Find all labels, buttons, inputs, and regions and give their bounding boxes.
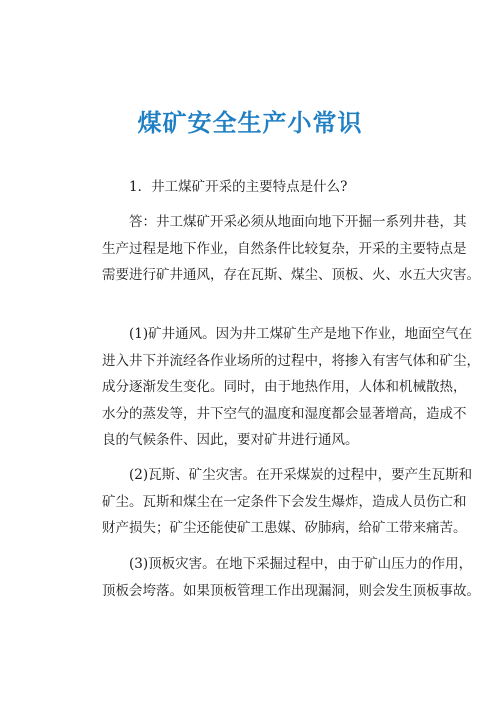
section-line: (3)顶板灾害。在地下采掘过程中，由于矿山压力的作用， bbox=[129, 556, 473, 572]
section-line: 成分逐渐发生变化。同时，由于地热作用，人体和机械散热， bbox=[102, 379, 467, 395]
answer-line: 答：井工煤矿开采必须从地面向地下开掘一系列井巷，其 bbox=[129, 214, 467, 230]
section-line: 顶板会垮落。如果顶板管理工作出现漏洞，则会发生顶板事故。 bbox=[102, 582, 480, 599]
answer-line: 需要进行矿井通风，存在瓦斯、煤尘、顶板、火、水五大灾害。 bbox=[102, 267, 480, 283]
question-text: 1．井工煤矿开采的主要特点是什么? bbox=[129, 179, 348, 195]
section-line: 水分的蒸发等，井下空气的温度和湿度都会显著增高，造成不 bbox=[102, 405, 467, 422]
section-line: 良的气候条件、因此，要对矿井进行通风。 bbox=[102, 432, 359, 448]
question-paragraph bbox=[102, 174, 422, 201]
section-gas-dust-paragraph bbox=[102, 462, 473, 542]
answer-line: 生产过程是地下作业，自然条件比较复杂，开采的主要特点是 bbox=[102, 240, 467, 257]
section-line: 进入井下并流经各作业场所的过程中，将掺入有害气体和矿尘， bbox=[102, 352, 480, 369]
section-line: 财产损失；矿尘还能使矿工患媒、矽肺病，给矿工带来痛苦。 bbox=[102, 520, 467, 536]
answer-paragraph bbox=[102, 209, 480, 289]
section-ventilation-paragraph bbox=[102, 321, 480, 454]
document-title: 煤矿安全生产小常识 bbox=[137, 109, 363, 137]
section-line: 矿尘。瓦斯和煤尘在一定条件下会发生爆炸，造成人员伤亡和 bbox=[102, 493, 467, 510]
section-roof-paragraph bbox=[102, 551, 480, 604]
section-line: (1)矿井通风。因为井工煤矿生产是地下作业，地面空气在 bbox=[129, 326, 473, 342]
section-line: (2)瓦斯、矿尘灾害。在开采煤炭的过程中，要产生瓦斯和 bbox=[129, 467, 473, 483]
